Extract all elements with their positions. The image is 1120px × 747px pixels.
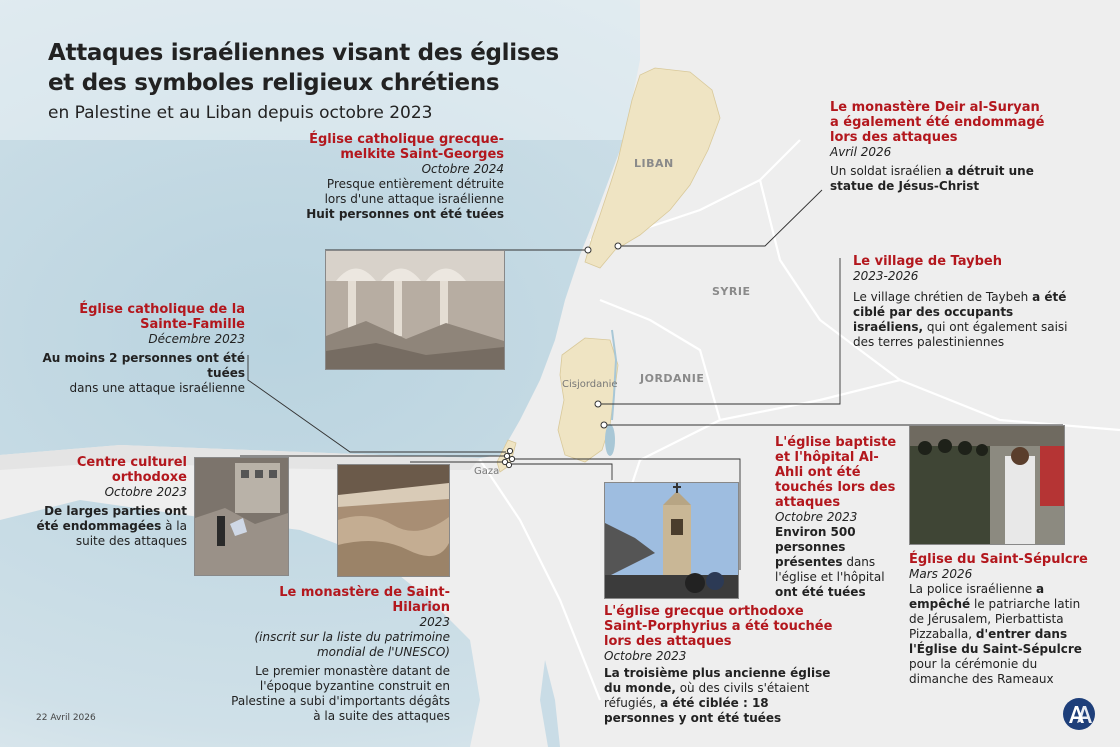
- footer-date: 22 Avril 2026: [36, 713, 96, 723]
- dot-deir-al-suryan: [615, 243, 621, 249]
- entry-title: Centre culturel orthodoxe: [76, 455, 187, 485]
- entry-title: Le village de Taybeh: [853, 254, 1002, 269]
- entry-saint-sepulcre: [909, 552, 1099, 687]
- entry-title: Église catholique grecque-melkite Saint-Georges: [309, 132, 504, 162]
- dot-gaza-1: [507, 448, 512, 453]
- entry-date: Octobre 2024: [421, 162, 504, 176]
- entry-title: L'église grecque orthodoxe Saint-Porphyrius a été touchée lors des attaques: [604, 604, 833, 649]
- entry-date: Octobre 2023: [775, 510, 858, 524]
- entry-note: (inscrit sur la liste du patrimoine mondial de l'UNESCO): [254, 630, 450, 659]
- dead-sea: [605, 424, 615, 456]
- entry-bold: Huit personnes ont été tuées: [306, 207, 504, 221]
- entry-text: La police israélienne a empêché le patriarche latin de Jérusalem, Pierbattista Pizzaballa, d'entrer dans l'Église du Saint-Sépulcre pour la cérémonie du dimanche des Rameaux: [909, 582, 1082, 686]
- dot-gaza-2: [504, 453, 509, 458]
- entry-text: Presque entièrement détruite lors d'une attaque israélienne: [324, 177, 504, 206]
- page-subtitle: en Palestine et au Liban depuis octobre 2023: [48, 103, 433, 123]
- entry-text: De larges parties ont été endommagées à la suite des attaques: [36, 504, 187, 548]
- entry-centre-culturel: [30, 455, 187, 549]
- entry-bold: Au moins 2 personnes ont été tuées: [42, 351, 245, 380]
- entry-title: L'église baptiste et l'hôpital Al-Ahli ont été touchés lors des attaques: [775, 435, 897, 510]
- entry-text: Le premier monastère datant de l'époque byzantine construit en Palestine a subi d'importants dégâts à la suite des attaques: [231, 664, 450, 723]
- entry-al-ahli: [775, 435, 902, 600]
- entry-date: 2023: [419, 615, 450, 629]
- entry-title: Le monastère de Saint-Hilarion: [279, 585, 450, 615]
- aa-logo-icon: [1062, 697, 1096, 731]
- entry-title: Le monastère Deir al-Suryan a également été endommagé lors des attaques: [830, 100, 1045, 145]
- entry-saint-georges: [262, 132, 504, 222]
- entry-date: Octobre 2023: [104, 485, 187, 499]
- dot-taybeh: [595, 401, 601, 407]
- photo-centre-culturel: [194, 457, 289, 576]
- entry-text: Le village chrétien de Taybeh a été ciblé par des occupants israéliens, qui ont également saisi des terres palestiniennes: [853, 290, 1068, 349]
- church-ruins-image: [326, 251, 504, 369]
- dot-saint-sepulcre: [601, 422, 607, 428]
- label-liban: LIBAN: [634, 157, 674, 170]
- entry-saint-hilarion: [222, 585, 450, 724]
- dot-gaza-5: [506, 462, 511, 467]
- label-cisjordanie: Cisjordanie: [562, 379, 618, 390]
- label-syrie: SYRIE: [712, 285, 751, 298]
- label-jordanie: JORDANIE: [640, 372, 705, 385]
- entry-date: 2023-2026: [853, 269, 919, 283]
- entry-date: Mars 2026: [909, 567, 973, 581]
- entry-sainte-famille: [20, 302, 245, 396]
- entry-text: dans une attaque israélienne: [69, 381, 245, 395]
- entry-date: Avril 2026: [830, 145, 892, 159]
- entry-text: Un soldat israélien a détruit une statue de Jésus-Christ: [830, 164, 1034, 193]
- dot-gaza-3: [509, 456, 514, 461]
- entry-title: Église catholique de la Sainte-Famille: [79, 302, 245, 332]
- entry-text: La troisième plus ancienne église du monde, où des civils s'étaient réfugiés, a été ciblée : 18 personnes y ont été tuées: [604, 666, 831, 725]
- entry-saint-porphyrius: [604, 604, 839, 726]
- dot-saint-georges: [585, 247, 591, 253]
- photo-saint-georges: [325, 250, 505, 370]
- entry-deir-al-suryan: [830, 100, 1050, 194]
- entry-text: Environ 500 personnes présentes dans l'église et l'hôpital ont été tuées: [775, 525, 885, 599]
- entry-date: Octobre 2023: [604, 649, 687, 663]
- entry-date: Décembre 2023: [148, 332, 245, 346]
- entry-title: Église du Saint-Sépulcre: [909, 552, 1088, 567]
- label-gaza: Gaza: [474, 466, 500, 477]
- photo-saint-sepulcre: [909, 425, 1065, 545]
- entry-taybeh: [853, 254, 1068, 350]
- photo-saint-hilarion: [337, 464, 450, 577]
- page-title: Attaques israéliennes visant des églises et des symboles religieux chrétiens: [48, 40, 559, 96]
- photo-saint-porphyrius: [604, 482, 739, 599]
